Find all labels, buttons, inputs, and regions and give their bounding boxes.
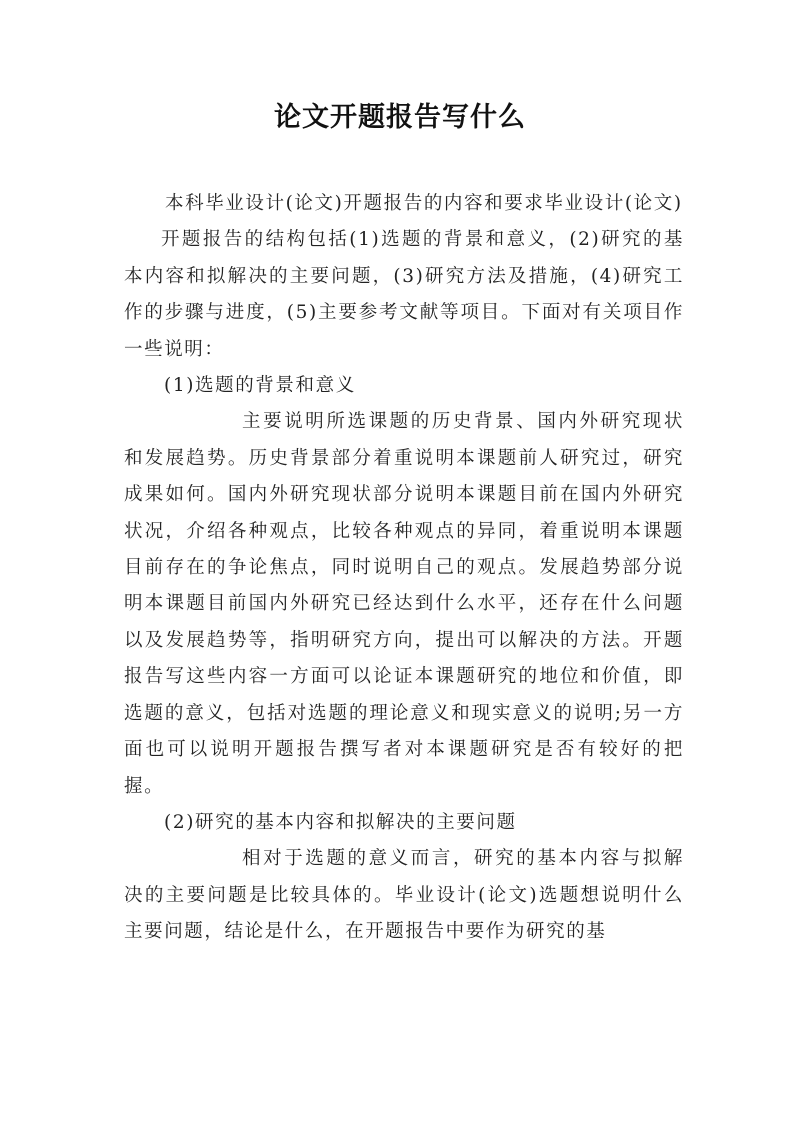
paragraph-structure: 开题报告的结构包括(1)选题的背景和意义，(2)研究的基本内容和拟解决的主要问题，(3)研究方法及措施，(4)研究工作的步骤与进度，(5)主要参考文献等项目。下面对有关项目作一些说明： xyxy=(124,229,684,360)
paragraph-content: 相对于选题的意义而言，研究的基本内容与拟解决的主要问题是比较具体的。毕业设计(论文)选题想说明什么主要问题，结论是什么，在开题报告中要作为研究的基 xyxy=(124,848,684,943)
document-body xyxy=(124,186,684,951)
document-title: 论文开题报告写什么 xyxy=(274,102,526,133)
section-heading-background: (1)选题的背景和意义 xyxy=(164,375,356,397)
section-heading-content: (2)研究的基本内容和拟解决的主要问题 xyxy=(164,811,517,833)
paragraph-background: 主要说明所选课题的历史背景、国内外研究现状和发展趋势。历史背景部分着重说明本课题前人研究过，研究成果如何。国内外研究现状部分说明本课题目前在国内外研究状况，介绍各种观点，比较各种观点的异同，着重说明本课题目前存在的争论焦点，同时说明自己的观点。发展趋势部分说明本课题目前国内外研究已经达到什么水平，还存在什么问题以及发展趋势等，指明研究方向，提出可以解决的方法。开题报告写这些内容一方面可以论证本课题研究的地位和价值，即选题的意义，包括对选题的理论意义和现实意义的说明;另一方面也可以说明开题报告撰写者对本课题研究是否有较好的把握。 xyxy=(124,411,684,797)
paragraph-intro: 本科毕业设计(论文)开题报告的内容和要求毕业设计(论文) xyxy=(165,193,683,214)
